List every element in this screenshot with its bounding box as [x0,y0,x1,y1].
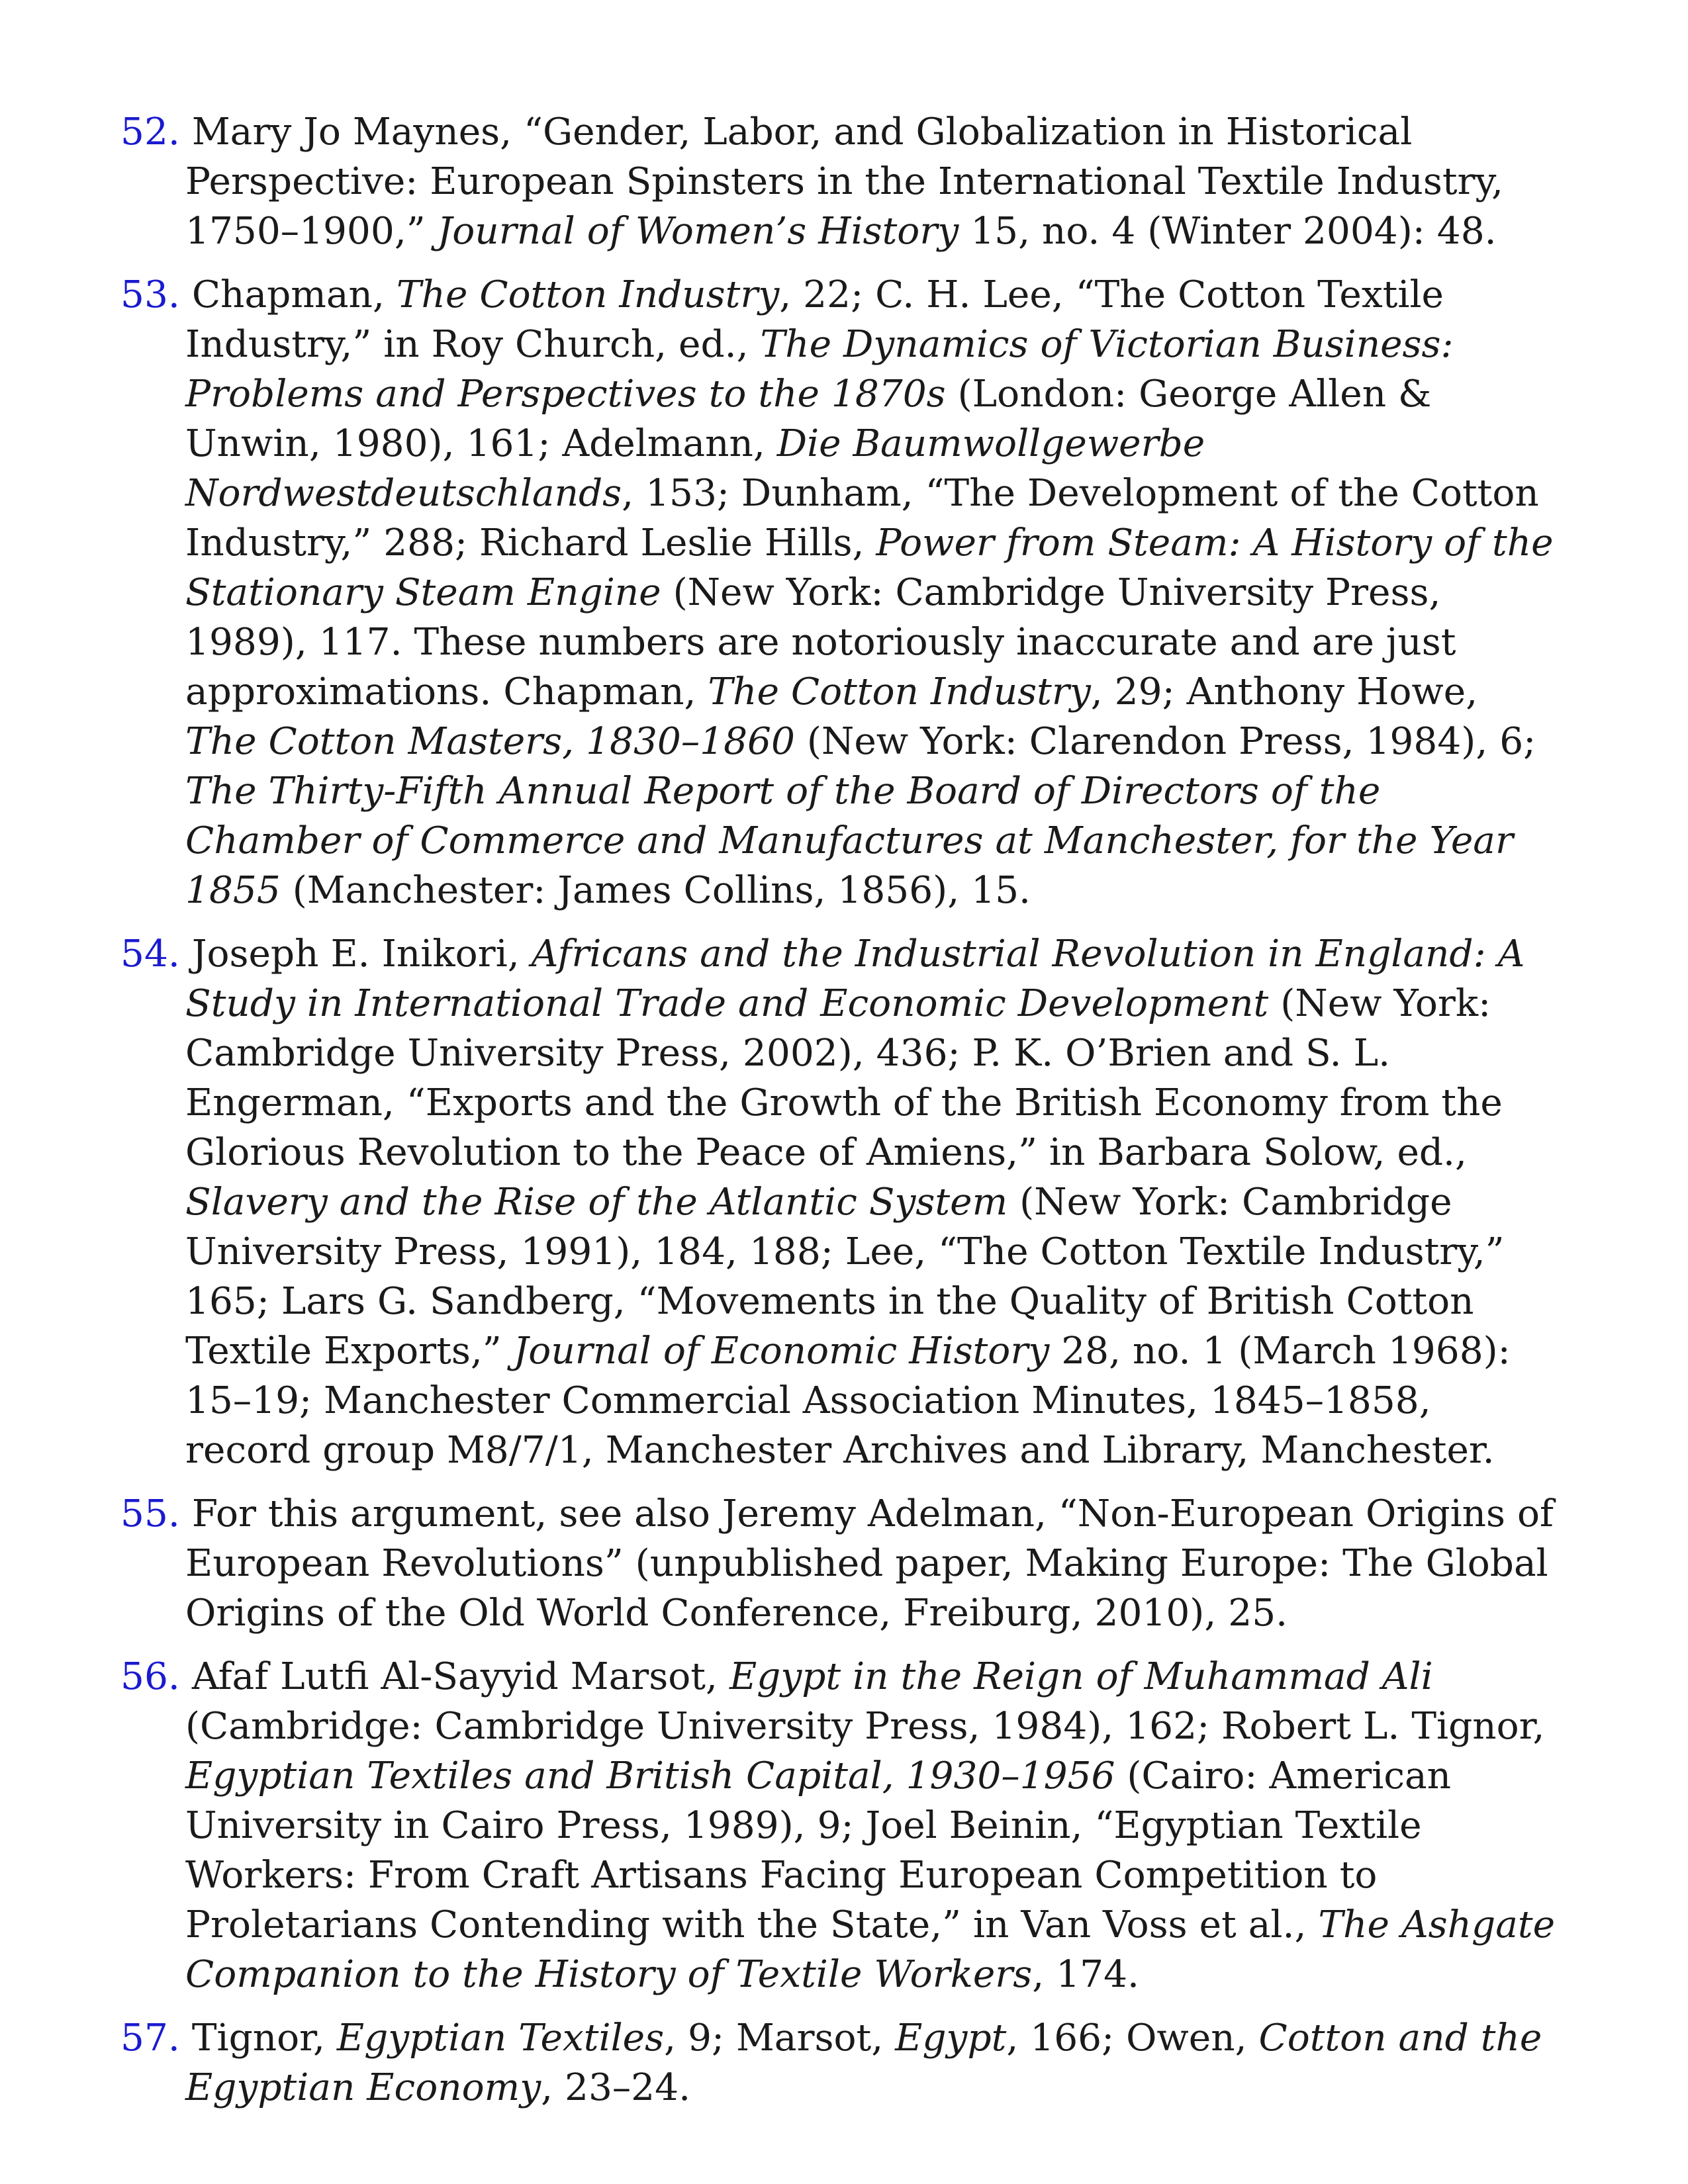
endnote-number-link[interactable]: 55. [120,1492,180,1535]
endnote [120,107,1556,256]
endnote-text [185,933,1524,1472]
endnote-text-segment: For this argument, see also Jeremy Adelman, “Non-European Origins of European Revolutions” (unpublished paper, Making Europe: The Global Origins of the Old World Conference, Freiburg, 2010), 25. [185,1492,1554,1635]
endnote-text-segment: (Cairo: American University in Cairo Press, 1989), 9; Joel Beinin, “Egyptian Textile Workers: From Craft Artisans Facing European Competition to Proletarians Contending with the State,” in Van Voss et al., [185,1754,1452,1946]
endnotes-list [120,107,1556,2113]
endnote-text-segment: (New York: Clarendon Press, 1984), 6; [794,720,1536,763]
endnote-italic-title: The Cotton Industry [708,670,1091,713]
endnote-italic-title: Journal of Women’s History [437,210,959,253]
endnote-number-link[interactable]: 54. [120,933,180,976]
endnote-number-link[interactable]: 52. [120,111,180,154]
endnote-text-segment: , 166; Owen, [1006,2017,1259,2060]
endnote-italic-title: Egyptian Textiles and British Capital, 1930–1956 [185,1754,1115,1797]
endnote-italic-title: Slavery and the Rise of the Atlantic System [185,1181,1008,1224]
endnote-italic-title: The Thirty-Fifth Annual Report of the Board of Directors of the Chamber of Commerce and Manufactures at Manchester, for the Year 1855 [185,770,1513,912]
endnote-text-segment: (New York: Cambridge University Press, 1991), 184, 188; Lee, “The Cotton Textile Industry,” 165; Lars G. Sandberg, “Movements in the Quality of British Cotton Textile Exports,” [185,1181,1505,1373]
endnote-italic-title: Cotton and the Egyptian Economy [185,2017,1542,2109]
endnote-text-segment: (London: George Allen & Unwin, 1980), 161; Adelmann, [185,373,1432,465]
endnote-text-segment: , 174. [1032,1953,1140,1996]
endnote [120,1489,1556,1638]
endnote-text-segment: Tignor, [191,2017,337,2060]
endnote-text-segment: , 29; Anthony Howe, [1090,670,1478,713]
endnote-italic-title: Journal of Economic History [513,1330,1050,1373]
endnote [120,929,1556,1475]
endnote-text-segment: , 153; Dunham, “The Development of the Cotton Industry,” 288; Richard Leslie Hills, [185,472,1539,565]
endnote-italic-title: The Dynamics of Victorian Business: Problems and Perspectives to the 1870s [185,323,1454,416]
endnote-text [185,273,1554,912]
endnote-text-segment: , 9; Marsot, [664,2017,896,2060]
endnote-italic-title: Power from Steam: A History of the Stationary Steam Engine [185,522,1554,614]
endnote-text-segment: Afaf Lutfi Al-Sayyid Marsot, [191,1655,729,1698]
endnote-number-link[interactable]: 53. [120,273,180,316]
endnote-italic-title: Egypt in the Reign of Muhammad Ali [729,1655,1433,1698]
endnote-italic-title: Die Baumwollgewerbe Nordwestdeutschlands [185,422,1205,515]
endnote-text [185,2017,1542,2109]
endnote-italic-title: The Ashgate Companion to the History of Textile Workers [185,1903,1556,1996]
endnote-text-segment: Chapman, [191,273,397,316]
endnote-italic-title: Egypt [895,2017,1007,2060]
endnote-italic-title: Africans and the Industrial Revolution in England: A Study in International Trade and Economic Development [185,933,1525,1025]
endnote-text [185,1492,1554,1635]
endnote-text-segment: (Cambridge: Cambridge University Press, 1984), 162; Robert L. Tignor, [185,1705,1545,1748]
endnote-text-segment: 15, no. 4 (Winter 2004): 48. [959,210,1497,253]
endnote-italic-title: Egyptian Textiles [336,2017,665,2060]
endnote-number-link[interactable]: 56. [120,1655,180,1698]
endnote-text-segment: (New York: Cambridge University Press, 1989), 117. These numbers are notoriously inaccurate and are just approximations. Chapman, [185,571,1456,713]
endnote-number-link[interactable]: 57. [120,2017,180,2060]
endnote-text-segment: Joseph E. Inikori, [191,933,532,976]
endnote-text-segment: Mary Jo Maynes, “Gender, Labor, and Globalization in Historical Perspective: European Spinsters in the International Textile Industry, 1750–1900,” [185,111,1503,253]
endnote [120,1652,1556,1999]
endnote-text [185,111,1503,253]
endnote-text-segment: (New York: Cambridge University Press, 2002), 436; P. K. O’Brien and S. L. Engerman, “Exports and the Growth of the British Economy from the Glorious Revolution to the Peace of Amiens,” in Barbara Solow, ed., [185,982,1503,1174]
endnote-text-segment: , 22; C. H. Lee, “The Cotton Textile Industry,” in Roy Church, ed., [185,273,1444,366]
endnote-text-segment: 28, no. 1 (March 1968): 15–19; Manchester Commercial Association Minutes, 1845–1858, record group M8/7/1, Manchester Archives and Library, Manchester. [185,1330,1511,1472]
endnote-text [185,1655,1555,1996]
endnote [120,270,1556,915]
endnote-italic-title: The Cotton Masters, 1830–1860 [185,720,795,763]
endnote-text-segment: , 23–24. [541,2066,691,2109]
endnote [120,2013,1556,2113]
endnote-italic-title: The Cotton Industry [396,273,780,316]
endnote-text-segment: (Manchester: James Collins, 1856), 15. [280,869,1031,912]
